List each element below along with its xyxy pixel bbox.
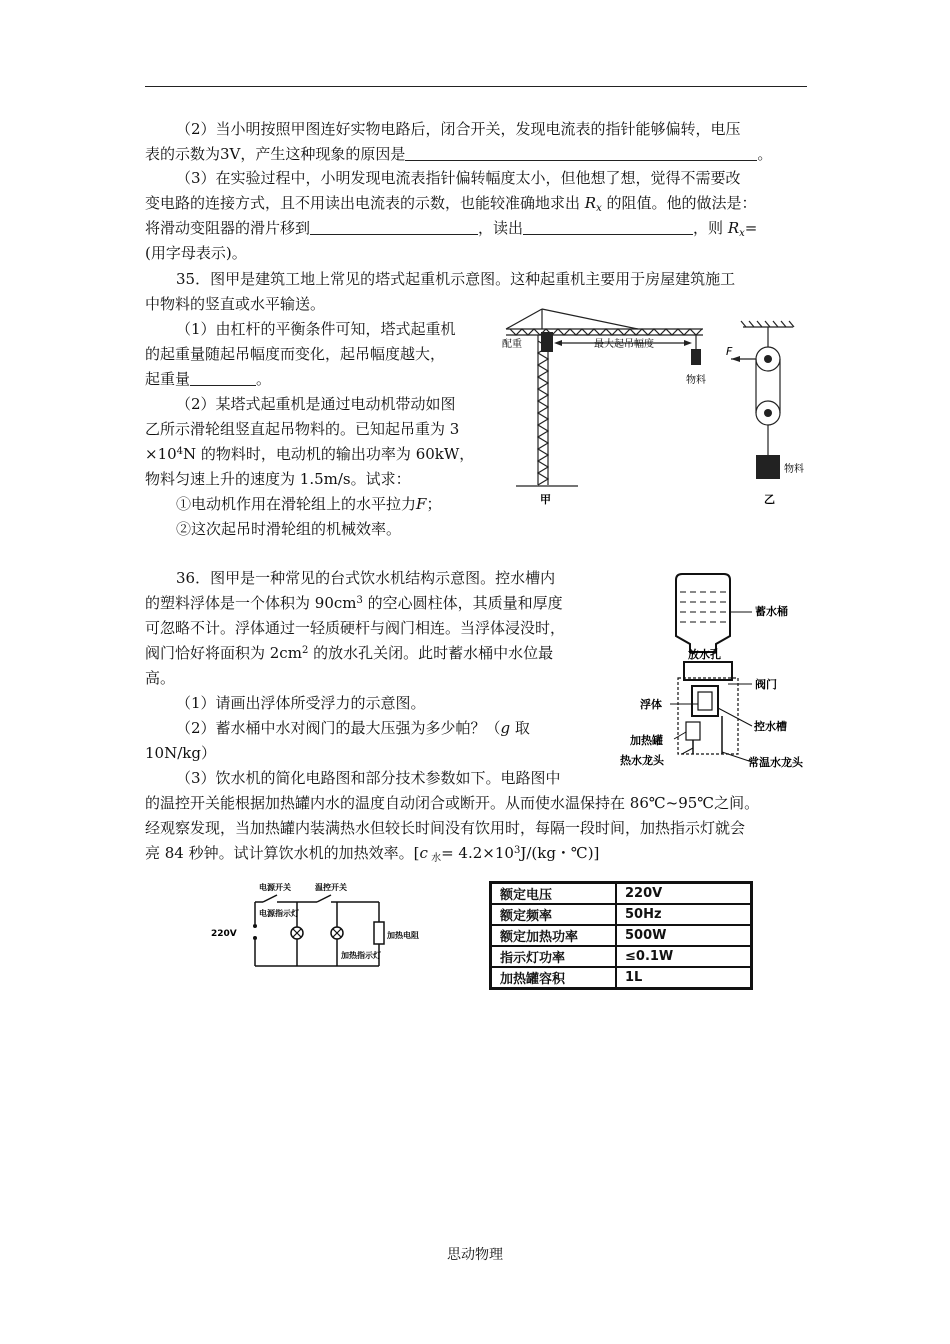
answer-blank[interactable] [405, 144, 757, 161]
counterweight-label: 配重 [502, 339, 522, 350]
param-name-cell: 加热罐容积 [491, 967, 617, 989]
q36-line3: 可忽略不计。浮体通过一轻质硬杆与阀门相连。当浮体浸没时， [145, 619, 566, 637]
table-row [491, 883, 752, 905]
figure-yi-label: 乙 [764, 493, 775, 506]
dispenser-figure [612, 572, 812, 768]
heat-lamp-label: 加热指示灯 [341, 951, 381, 960]
q36-line5: 高。 [145, 669, 176, 687]
q35-p2-line1: （2）某塔式起重机是通过电动机带动如图 [176, 395, 456, 413]
q35-p2-line4: 物料匀速上升的速度为 1.5m/s。试求： [145, 470, 411, 488]
q34-p3-line4: (用字母表示)。 [145, 244, 247, 262]
header-rule [145, 86, 807, 87]
q36-p3-line1: （3）饮水机的简化电路图和部分技术参数如下。电路图中 [176, 769, 561, 787]
param-name-cell: 额定频率 [491, 904, 617, 925]
q34-p2-line2: 表的示数为3V，产生这种现象的原因是 。 [145, 145, 773, 163]
max-range-label: 最大起吊幅度 [594, 339, 654, 350]
pulley-load [756, 455, 780, 479]
q35-s1: ①电动机作用在滑轮组上的水平拉力F； [176, 495, 442, 513]
table-row [491, 925, 752, 946]
power-lamp-label: 电源指示灯 [259, 909, 299, 918]
q36-p3-line4: 亮 84 秒钟。试计算饮水机的加热效率。[c $_水= 4.2\times 10^3J/(kg$・℃)] [145, 844, 600, 864]
page-footer: 思动物理 [447, 1247, 503, 1263]
answer-blank[interactable] [310, 218, 478, 235]
param-value-cell: ≤0.1W [616, 946, 752, 967]
param-value-cell: 220V [616, 883, 752, 905]
param-name-cell: 额定电压 [491, 883, 617, 905]
table-row [491, 967, 752, 989]
q36-p2-line1: （2）蓄水桶中水对阀门的最大压强为多少帕？（g 取 [176, 719, 530, 737]
float-label: 浮体 [640, 698, 662, 711]
crane-load [691, 355, 701, 365]
parameter-table [489, 881, 753, 990]
q34-p3-line1: （3）在实验过程中，小明发现电流表指针偏转幅度太小，但他想了想，觉得不需要改 [176, 169, 741, 187]
q35-intro-line2: 中物料的竖直或水平输送。 [145, 295, 326, 313]
q36-line4: 阀门恰好将面积为 $2cm^2$ 的放水孔关闭。此时蓄水桶中水位最 [145, 644, 554, 662]
q35-p2-line3: $\times 10^4N$ 的物料时，电动机的输出功率为 60kW， [145, 445, 475, 463]
crane-figure [498, 305, 818, 515]
q36-p2-line2: 10N/kg） [145, 744, 216, 762]
pulley-material-label: 物料 [784, 464, 804, 475]
param-value-cell: 50Hz [616, 904, 752, 925]
heater-label: 加热罐 [630, 734, 663, 747]
q36-p1: （1）请画出浮体所受浮力的示意图。 [176, 694, 426, 712]
q35-p2-line2: 乙所示滑轮组竖直起吊物料的。已知起吊重为 3 [145, 420, 460, 438]
table-row [491, 946, 752, 967]
hole-label: 放水孔 [688, 648, 721, 661]
tank-label: 蓄水桶 [755, 605, 788, 618]
thermo-switch-label: 温控开关 [315, 883, 347, 892]
q35-intro-line1: 35．图甲是建筑工地上常见的塔式起重机示意图。这种起重机主要用于房屋建筑施工 [176, 270, 736, 288]
q36-line1: 36．图甲是一种常见的台式饮水机结构示意图。控水槽内 [176, 569, 556, 587]
circuit-diagram [207, 880, 419, 972]
param-name-cell: 指示灯功率 [491, 946, 617, 967]
q34-p3-line2: 变电路的连接方式，且不用读出电流表的示数，也能较准确地求出 $R_x$ 的阻值。他的做法是： [145, 194, 757, 214]
q35-p1-line1: （1）由杠杆的平衡条件可知，塔式起重机 [176, 320, 456, 338]
q34-p3-line3: 将滑动变阻器的滑片移到 ，读出 ，则 $R_x=$ [145, 219, 758, 239]
material-label: 物料 [686, 375, 706, 386]
q35-p1-line3: 起重量 。 [145, 370, 272, 388]
force-label: F [726, 345, 733, 358]
normal-tap-label: 常温水龙头 [748, 756, 803, 769]
q34-p2-line1: （2）当小明按照甲图连好实物电路后，闭合开关，发现电流表的指针能够偏转，电压 [176, 120, 741, 138]
hot-tap-label: 热水龙头 [620, 754, 664, 767]
control-tank-label: 控水槽 [754, 720, 787, 733]
crane-hook [691, 349, 701, 355]
param-value-cell: 1L [616, 967, 752, 989]
q36-line2: 的塑料浮体是一个体积为 $90cm^3$ 的空心圆柱体，其质量和厚度 [145, 594, 563, 612]
valve-label: 阀门 [755, 678, 777, 691]
figure-jia-label: 甲 [540, 493, 551, 506]
q36-p3-line3: 经观察发现，当加热罐内装满热水但较长时间没有饮用时，每隔一段时间，加热指示灯就会 [145, 819, 746, 837]
power-switch-label: 电源开关 [259, 883, 291, 892]
answer-blank[interactable] [523, 218, 693, 235]
param-name-cell: 额定加热功率 [491, 925, 617, 946]
q35-s2: ②这次起吊时滑轮组的机械效率。 [176, 520, 402, 538]
voltage-label: 220V [211, 929, 237, 939]
q35-p1-line2: 的起重量随起吊幅度而变化，起吊幅度越大， [145, 345, 446, 363]
resistor-label: 加热电阻 [387, 931, 419, 940]
table-row [491, 904, 752, 925]
param-value-cell: 500W [616, 925, 752, 946]
answer-blank[interactable] [190, 369, 256, 386]
q36-p3-line2: 的温控开关能根据加热罐内水的温度自动闭合或断开。从而使水温保持在 86℃~95℃之间。 [145, 794, 760, 812]
